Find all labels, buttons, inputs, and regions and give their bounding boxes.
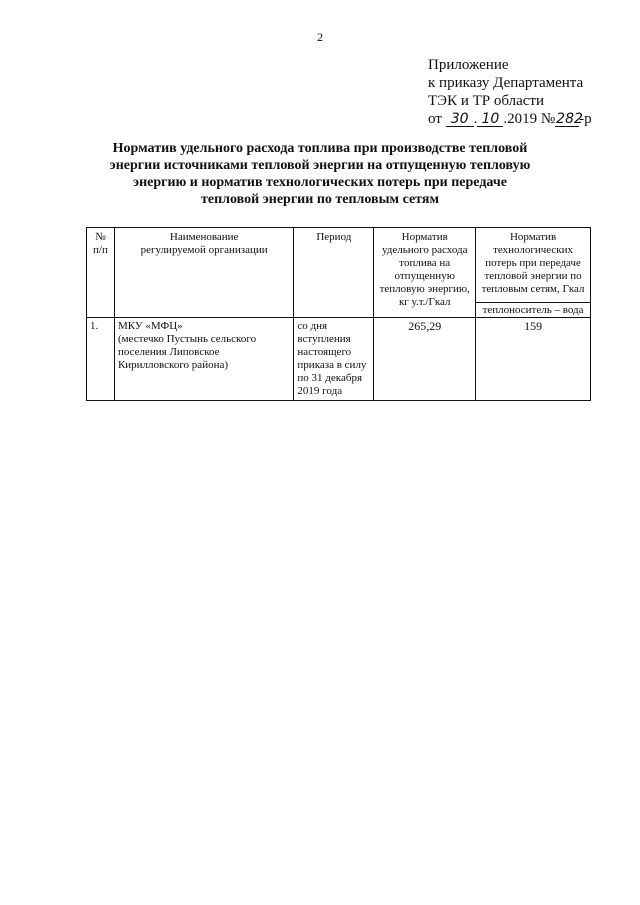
title-line-3: энергию и норматив технологических потерь при передаче xyxy=(133,175,507,190)
date-prefix: от xyxy=(428,111,442,127)
table-header-row xyxy=(87,228,591,318)
header-num: № п/п xyxy=(87,228,115,318)
cell-loss-norm: 159 xyxy=(476,318,591,401)
cell-period: со дня вступления настоящего приказа в силу по 31 декабря 2019 года xyxy=(294,318,374,401)
norms-table xyxy=(86,227,591,401)
appendix-line-2: к приказу Департамента xyxy=(428,75,584,91)
table-row xyxy=(87,318,591,401)
date-day-handwritten: 30 xyxy=(446,112,474,127)
title-line-4: тепловой энергии по тепловым сетям xyxy=(201,192,439,207)
title-line-1: Норматив удельного расхода топлива при производстве тепловой xyxy=(112,141,528,156)
title-line-2: энергии источниками тепловой энергии на отпущенную тепловую xyxy=(109,158,531,173)
order-number-handwritten: 282 xyxy=(556,111,583,127)
number-suffix: -р xyxy=(579,111,592,127)
header-loss-norm-cell xyxy=(476,228,591,318)
header-fuel-norm: Норматив удельного расхода топлива на отпущенную тепловую энергию, кг у.т./Гкал xyxy=(374,228,476,318)
date-year: .2019 xyxy=(503,111,538,127)
document-title xyxy=(80,140,560,208)
appendix-date-line xyxy=(428,110,592,128)
number-sign: № xyxy=(540,111,556,127)
date-dot: . xyxy=(473,111,478,127)
appendix-line-3: ТЭК и ТР области xyxy=(428,93,544,109)
header-organization: Наименование регулируемой организации xyxy=(114,228,293,318)
header-loss-norm: Норматив технологических потерь при передаче тепловой энергии по тепловым сетям, Гкал xyxy=(481,231,585,295)
cell-organization: МКУ «МФЦ» (местечко Пустынь сельского поселения Липовское Кирилловского района) xyxy=(114,318,293,401)
cell-fuel-norm: 265,29 xyxy=(374,318,476,401)
header-loss-norm-sub: теплоноситель – вода xyxy=(476,302,590,317)
date-month-handwritten: 10 xyxy=(477,112,503,127)
cell-num: 1. xyxy=(87,318,115,401)
header-period: Период xyxy=(294,228,374,318)
page-number: 2 xyxy=(317,30,323,44)
appendix-line-1: Приложение xyxy=(428,57,509,73)
appendix-block xyxy=(428,56,592,128)
